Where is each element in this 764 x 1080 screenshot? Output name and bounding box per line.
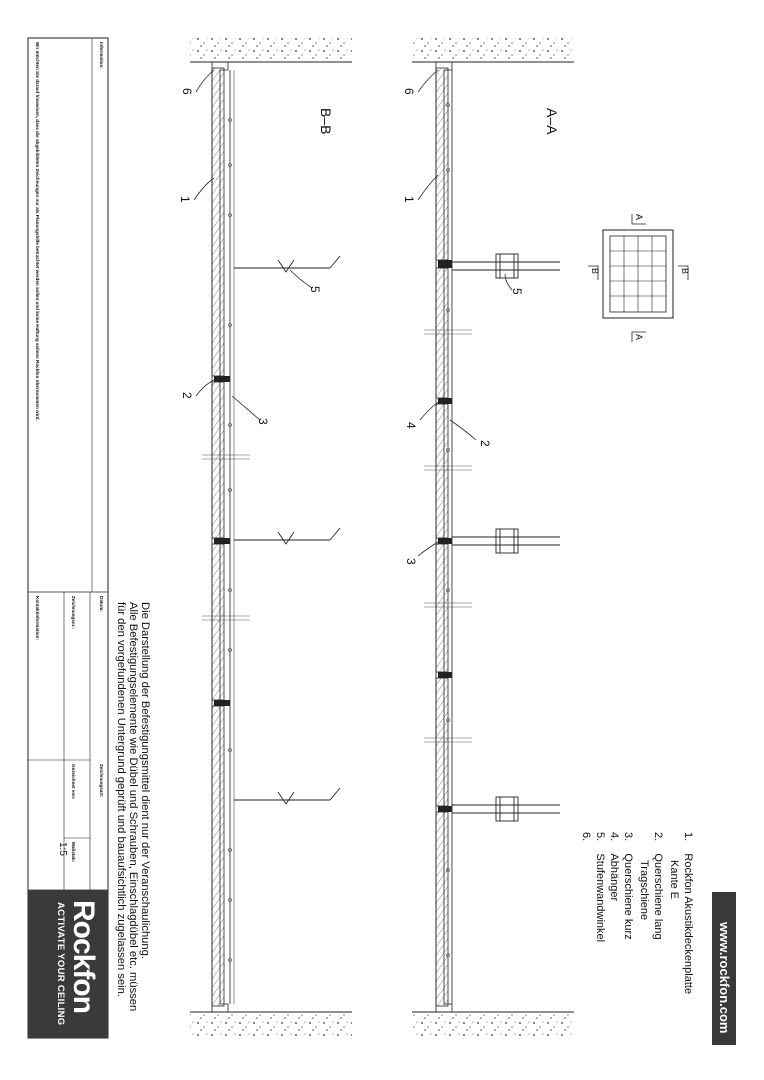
panel-a-4: [436, 544, 448, 672]
legend-item-2: 2. Querschiene lang: [652, 832, 664, 940]
mini-plan-label-b-left: B: [590, 268, 600, 275]
drawing-no-label: Zeichnungsnr.:: [71, 596, 76, 629]
information-label: Information:: [99, 42, 104, 69]
scale-label: Maßstab:: [71, 842, 76, 863]
legend-item-4: 4. Abhänger: [608, 832, 620, 902]
mini-plan-label-a-top: A: [634, 214, 644, 221]
hanger-a-3: [452, 797, 560, 821]
hanger-b-3: [234, 788, 340, 804]
disclaimer-text: Wir möchten Sie darauf hinweisen, dass die abgebildeten Zeichnungen nur als Planungshilfe betrachtet werden sollen und keine Haftung seitens Rockfon übernommen wird.: [35, 42, 40, 421]
callout-a-6: 6: [402, 88, 416, 95]
panel-a-6: [436, 812, 448, 1006]
section-b-drawing: [190, 38, 352, 1036]
callout-a-2: 2: [478, 440, 492, 447]
panel-a-2: [436, 268, 448, 398]
hanger-b-1: [234, 256, 340, 272]
wall-bottom-a: [412, 1012, 574, 1036]
note-line-1: Die Darstellung der Befestigungsmittel dient nur der Veranschaulichung.: [139, 602, 151, 959]
legend-item-2b: Tragschiene: [638, 860, 650, 921]
section-a-drawing: [412, 38, 574, 1036]
callout-a-3: 3: [404, 558, 418, 565]
rockfon-slogan: ACTIVATE YOUR CEILING: [55, 902, 66, 1026]
drawing-type-label: Zeichnungsart:: [99, 764, 104, 798]
wall-top-a: [412, 38, 574, 62]
mini-plan-label-a-bottom: A: [634, 334, 644, 341]
contact-label: Kontaktinformation:: [35, 596, 40, 640]
section-label-b: B–B: [318, 108, 334, 135]
legend-item-6: 6.: [580, 832, 592, 842]
wall-top-b: [190, 38, 352, 62]
callout-b-2: 2: [180, 392, 194, 399]
legend-item-3: 3. Querschiene kurz: [622, 832, 634, 940]
wall-bottom-b: [190, 1012, 352, 1036]
legend-item-5: 5. Stufenwandwinkel: [594, 832, 606, 943]
drawn-by-label: Gezeichnet von:: [71, 764, 76, 800]
callout-a-4: 4: [404, 422, 418, 429]
callout-b-3: 3: [256, 418, 270, 425]
hanger-b-2: [234, 528, 340, 544]
legend-item-1b: Kante E: [668, 860, 680, 900]
hanger-a-2: [452, 529, 560, 553]
hanger-a-1: [452, 254, 560, 278]
panel-a-1: [436, 68, 448, 260]
callout-a-5: 5: [510, 288, 524, 295]
mini-plan: [588, 214, 688, 342]
panel-b-4: [212, 706, 224, 1006]
callout-b-1: 1: [178, 196, 192, 203]
brand-url[interactable]: www.rockfon.com: [717, 922, 732, 1034]
mini-plan-label-b-right: B: [680, 268, 690, 275]
panel-b-1: [212, 68, 224, 376]
note-line-3: für den vorgefundenen Untergrund geprüft und bauaufsichtlich zugelassen sein.: [115, 602, 127, 997]
callout-b-5: 5: [308, 286, 322, 293]
section-label-a: A–A: [544, 108, 560, 135]
panel-b-3: [212, 544, 224, 700]
note-line-2: Alle Befestigungselemente wie Dübel und Schrauben, Einschlagdübel etc. müssen: [127, 602, 139, 1012]
scale-value: 1:5: [57, 842, 68, 856]
callout-a-1: 1: [402, 196, 416, 203]
callout-b-6: 6: [180, 88, 194, 95]
rockfon-logo: Rockfon: [67, 900, 100, 1013]
date-label: Datum:: [99, 596, 104, 612]
panel-a-3: [436, 404, 448, 538]
title-block-frame: [28, 38, 108, 1038]
legend-item-1: 1. Rockfon Akustikdeckenplatte: [682, 832, 694, 995]
panel-b-2: [212, 382, 224, 538]
